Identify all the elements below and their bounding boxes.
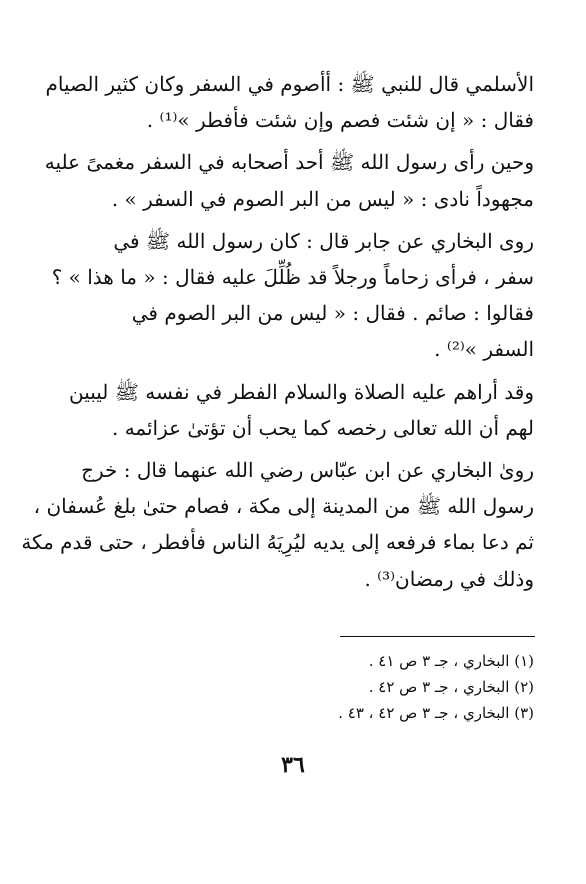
text-line: وحين رأى رسول الله ﷺ أحد أصحابه في السفر مغمىً عليه xyxy=(44,150,534,175)
text-line: رسول الله ﷺ من المدينة إلى مكة ، فصام حتىٰ بلغ عُسفان ، xyxy=(33,494,534,519)
page-number: ٣٦ xyxy=(281,752,305,778)
footnote-2: (٢) البخاري ، جـ ٣ ص ٤٢ . xyxy=(368,678,534,696)
footnote-divider xyxy=(340,636,535,637)
paragraph-3 xyxy=(44,223,534,368)
paragraph-1 xyxy=(44,66,534,138)
text-line: السفر »⁽²⁾ . xyxy=(434,337,534,362)
text-line: سفر ، فرأى زحاماً ورجلاً قد ظُلِّلَ عليه فقال : « ما هذا » ؟ xyxy=(51,265,534,290)
text-line: روىٰ البخاري عن ابن عبّاس رضي الله عنهما قال : خرج xyxy=(81,458,534,483)
text-line: ثم دعا بماء فرفعه إلى يديه ليُرِيَهُ الناس فأفطر ، حتى قدم مكة xyxy=(21,530,534,555)
paragraph-2 xyxy=(44,144,534,216)
footnote-1: (١) البخاري ، جـ ٣ ص ٤١ . xyxy=(368,652,534,670)
text-line: وذلك في رمضان⁽³⁾ . xyxy=(364,566,534,591)
paragraph-4 xyxy=(44,374,534,446)
text-line: روى البخاري عن جابر قال : كان رسول الله ﷺ في xyxy=(113,228,534,253)
paragraph-5 xyxy=(21,452,534,597)
text-line: فقالوا : صائم . فقال : « ليس من البر الصوم في xyxy=(131,301,534,326)
text-line: مجهوداً نادى : « ليس من البر الصوم في السفر » . xyxy=(111,186,534,211)
text-line: فقال : « إن شئت فصم وإن شئت فأفطر »⁽¹⁾ . xyxy=(146,108,534,133)
text-line: وقد أراهم عليه الصلاة والسلام الفطر في نفسه ﷺ ليبين xyxy=(68,379,534,404)
footnote-3: (٣) البخاري ، جـ ٣ ص ٤٢ ، ٤٣ . xyxy=(338,704,534,722)
text-line: الأسلمي قال للنبي ﷺ : أأصوم في السفر وكان كثير الصيام xyxy=(45,72,534,96)
text-line: لهم أن الله تعالى رخصه كما يحب أن تؤتىٰ عزائمه . xyxy=(111,415,534,440)
footnotes xyxy=(200,648,534,726)
main-text xyxy=(21,66,534,603)
